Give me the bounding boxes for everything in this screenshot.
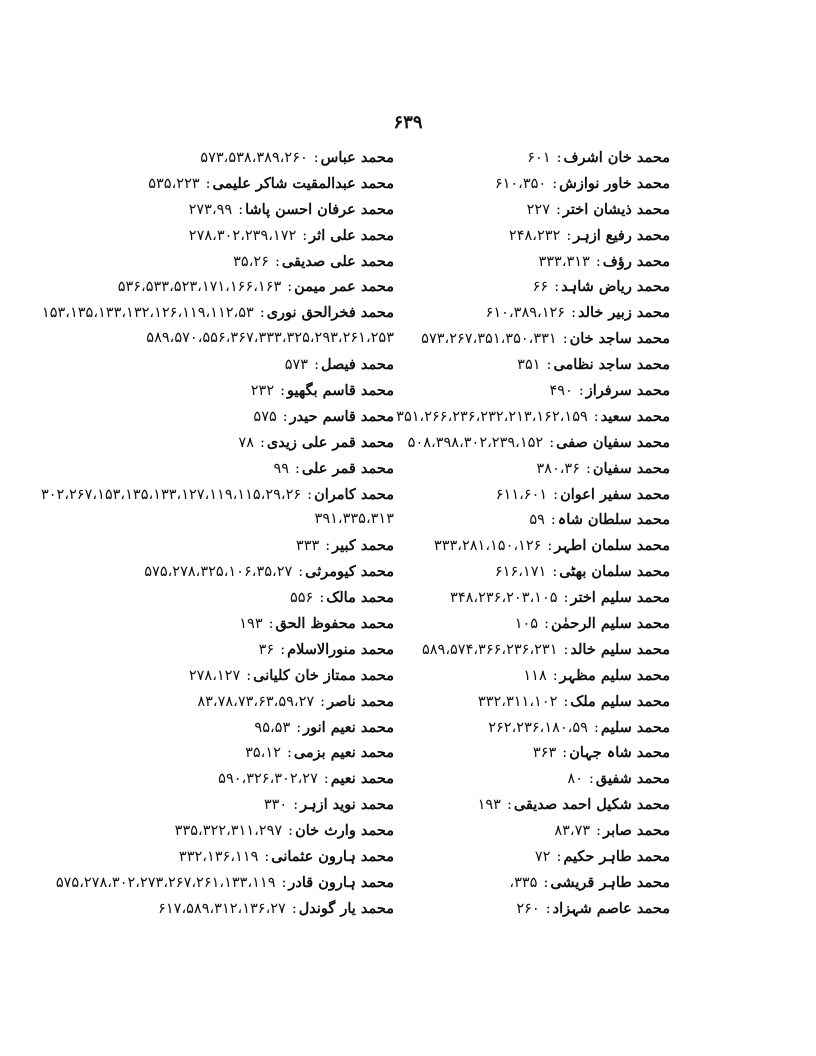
entry-name: محمد کبیر bbox=[332, 537, 394, 555]
entry-name: محمد شفیق bbox=[595, 770, 670, 788]
entry-separator: : bbox=[298, 564, 304, 581]
entry-pages: ۵۵۶ bbox=[289, 590, 314, 607]
entry-pages: ۳۸۰،۳۶ bbox=[536, 460, 580, 477]
entry-separator: : bbox=[588, 771, 594, 788]
entry-separator: : bbox=[282, 408, 288, 425]
entry-separator: : bbox=[320, 693, 326, 710]
entry-separator: : bbox=[288, 823, 294, 840]
entry-pages: ۳۴۸،۲۳۶،۲۰۳،۱۰۵ bbox=[450, 590, 558, 607]
index-entry bbox=[54, 456, 394, 482]
entry-separator: : bbox=[556, 150, 562, 166]
entry-separator: : bbox=[562, 745, 568, 762]
entry-pages: ۱۹۳ bbox=[239, 616, 263, 633]
entry-separator: : bbox=[552, 667, 558, 684]
entry-pages: ۲۷۳،۹۹ bbox=[188, 201, 233, 218]
entry-name: محمد رفیع ازہر bbox=[573, 226, 670, 244]
index-entry bbox=[41, 300, 394, 326]
entry-name: محمد فیصل bbox=[320, 356, 394, 374]
entry-pages: ۲۷۸،۳۰۲،۲۳۹،۱۷۲ bbox=[188, 227, 297, 244]
entry-pages: ۲۳۲ bbox=[250, 383, 275, 400]
index-entry bbox=[370, 378, 670, 404]
index-entry bbox=[54, 689, 394, 715]
entry-separator: : bbox=[554, 279, 560, 296]
entry-name: محمد سلیم الرحمٰن bbox=[550, 615, 670, 633]
entry-separator: : bbox=[578, 383, 584, 400]
index-entry bbox=[54, 533, 394, 559]
index-entry bbox=[54, 663, 394, 689]
entry-separator: : bbox=[552, 564, 558, 581]
entry-name: محمد عرفان احسن پاشا bbox=[245, 200, 394, 218]
entry-name: محمد وارث خان bbox=[295, 822, 394, 840]
entry-name: محمد ہارون قادر bbox=[288, 873, 394, 891]
entry-name: محمد محفوظ الحق bbox=[275, 615, 394, 633]
entry-separator: : bbox=[549, 434, 555, 451]
entry-separator: : bbox=[313, 150, 319, 166]
entry-name: محمد سلیم ملک bbox=[570, 692, 670, 710]
entry-separator: : bbox=[562, 331, 568, 348]
index-entry bbox=[370, 300, 670, 326]
index-entry bbox=[370, 766, 670, 792]
index-entry bbox=[54, 430, 394, 456]
entry-separator: : bbox=[323, 771, 329, 788]
entry-pages: ۵۰۸،۳۹۸،۳۰۲،۲۳۹،۱۵۲ bbox=[407, 434, 544, 451]
entry-separator: : bbox=[259, 305, 265, 322]
index-entry bbox=[370, 507, 670, 533]
entry-separator: : bbox=[281, 874, 287, 891]
entry-separator: : bbox=[563, 693, 569, 710]
index-entry bbox=[54, 844, 394, 870]
index-entry bbox=[370, 482, 670, 508]
entry-pages: ۶۱۰،۳۵۰ bbox=[494, 175, 547, 192]
entry-separator: : bbox=[593, 408, 599, 425]
entry-pages: ۳۳۳،۳۱۳ bbox=[538, 253, 590, 270]
entry-name: محمد عبدالمقیت شاکر علیمی bbox=[212, 174, 394, 192]
entry-pages: ۸۰ bbox=[567, 771, 583, 788]
entry-separator: : bbox=[563, 590, 569, 607]
index-entry bbox=[370, 274, 670, 300]
entry-pages: ۶۱۱،۶۰۱ bbox=[495, 486, 548, 503]
entry-pages: ۹۹ bbox=[273, 460, 290, 477]
entry-separator: : bbox=[293, 797, 299, 814]
index-entry bbox=[370, 171, 670, 197]
entry-separator: : bbox=[552, 175, 558, 192]
index-entry bbox=[54, 145, 394, 171]
entry-separator: : bbox=[543, 874, 549, 891]
index-entry bbox=[54, 870, 394, 896]
entry-name: محمد نوید ازہر bbox=[300, 796, 394, 814]
entry-name: محمد قاسم بگھیو bbox=[287, 382, 394, 400]
entry-name: محمد قمر علی bbox=[301, 459, 394, 477]
entry-separator: : bbox=[280, 383, 286, 400]
entry-name: محمد سلیم اختر bbox=[570, 589, 670, 607]
entry-pages: ۳۰۲،۲۶۷،۱۵۳،۱۳۵،۱۳۳،۱۲۷،۱۱۹،۱۱۵،۲۹،۲۶ bbox=[40, 486, 302, 503]
index-entry bbox=[370, 689, 670, 715]
entry-name: محمد ممتاز خان کلیانی bbox=[253, 666, 394, 684]
index-entry bbox=[370, 456, 670, 482]
index-column-left bbox=[40, 145, 394, 922]
entry-name: محمد رؤف bbox=[602, 252, 670, 270]
entry-separator: : bbox=[545, 900, 551, 917]
entry-pages: ۵۹ bbox=[529, 512, 545, 529]
index-entry bbox=[370, 792, 670, 818]
entry-separator: : bbox=[506, 797, 512, 814]
entry-pages: ۳۶۳ bbox=[532, 745, 557, 762]
entry-separator: : bbox=[314, 357, 319, 374]
entry-pages: ۲۶۰ bbox=[516, 900, 540, 917]
entry-name: محمد سلمان اطہر bbox=[554, 537, 670, 555]
index-entry bbox=[370, 559, 670, 585]
index-entry bbox=[370, 430, 670, 456]
entry-separator: : bbox=[596, 823, 602, 840]
index-column-right bbox=[370, 145, 670, 922]
entry-pages: ۳۳۳ bbox=[295, 538, 320, 555]
entry-pages: ۳۶ bbox=[258, 641, 275, 658]
entry-pages: ۳۳۲،۱۳۶،۱۱۹ bbox=[178, 849, 259, 866]
index-entry bbox=[370, 326, 670, 352]
entry-separator: : bbox=[547, 538, 553, 555]
entry-separator: : bbox=[556, 849, 562, 866]
entry-pages: ۲۷۸،۱۲۷ bbox=[188, 667, 241, 684]
entry-separator: : bbox=[307, 486, 313, 503]
entry-separator: : bbox=[586, 460, 591, 477]
entry-pages: ۱۰۵ bbox=[514, 616, 539, 633]
entry-separator: : bbox=[571, 305, 576, 322]
entry-pages: ۳۵۱ bbox=[517, 357, 541, 374]
index-entry bbox=[54, 792, 394, 818]
entry-name: محمد مالک bbox=[326, 589, 394, 607]
entry-name: محمد قمر علی زیدی bbox=[266, 433, 394, 451]
index-entry bbox=[54, 352, 394, 378]
entry-pages: ۵۹۰،۳۲۶،۳۰۲،۲۷ bbox=[218, 771, 318, 788]
entry-separator: : bbox=[259, 434, 265, 451]
entry-pages: ۶۱۶،۱۷۱ bbox=[494, 564, 547, 581]
entry-name: محمد ذیشان اختر bbox=[562, 200, 670, 218]
entry-separator: : bbox=[546, 357, 552, 374]
entry-pages: ۵۸۹،۵۷۴،۳۶۶،۲۳۶،۲۳۱ bbox=[421, 641, 558, 658]
index-entry bbox=[54, 715, 394, 741]
entry-pages: ۲۶۲،۲۳۶،۱۸۰،۵۹ bbox=[488, 719, 588, 736]
entry-name: محمد سلیم مظہر bbox=[559, 666, 670, 684]
entry-separator: : bbox=[238, 201, 244, 218]
entry-pages: ۳۵۱،۲۶۶،۲۳۶،۲۳۲،۲۱۳،۱۶۲،۱۵۹ bbox=[396, 408, 588, 425]
entry-name: محمد سلطان شاہ bbox=[557, 511, 670, 529]
entry-separator: : bbox=[593, 719, 599, 736]
entry-name: محمد نعیم bbox=[330, 770, 394, 788]
entry-name: محمد ہارون عثمانی bbox=[271, 848, 394, 866]
entry-name: محمد سرفراز bbox=[585, 382, 670, 400]
entry-pages: ۶۶ bbox=[532, 279, 549, 296]
entry-pages: ۵۷۳ bbox=[284, 357, 309, 374]
index-entry bbox=[370, 663, 670, 689]
entry-separator: : bbox=[563, 641, 569, 658]
entry-separator: : bbox=[556, 201, 561, 218]
index-entry bbox=[370, 533, 670, 559]
entry-separator: : bbox=[291, 900, 297, 917]
entry-pages: ۶۱۰،۳۸۹،۱۲۶ bbox=[485, 305, 566, 322]
entry-name: محمد سلمان بھٹی bbox=[559, 563, 670, 581]
entry-name: محمد سلیم bbox=[600, 718, 670, 736]
entry-pages: ۳۵،۱۲ bbox=[245, 745, 281, 762]
entry-pages: ۵۷۳،۵۳۸،۳۸۹،۲۶۰ bbox=[200, 150, 308, 166]
index-entry bbox=[54, 559, 394, 585]
index-entry bbox=[370, 870, 670, 896]
entry-name: محمد عباس bbox=[320, 149, 394, 166]
entry-name: محمد خاور نوازش bbox=[559, 174, 670, 192]
entry-pages: ۲۲۷ bbox=[526, 201, 551, 218]
entry-pages: ۸۳،۷۳ bbox=[554, 823, 591, 840]
entry-name: محمد کیومرثی bbox=[305, 563, 394, 581]
entry-pages: ۵۳۵،۲۲۳ bbox=[148, 175, 200, 192]
entry-pages: ۲۴۸،۲۳۲ bbox=[508, 227, 561, 244]
entry-name: محمد علی صدیقی bbox=[281, 252, 394, 270]
entry-pages: ۳۳۵،۳۲۲،۳۱۱،۲۹۷ bbox=[174, 823, 283, 840]
entry-separator: : bbox=[246, 667, 252, 684]
entry-name: محمد فخرالحق نوری bbox=[266, 304, 394, 322]
index-entry bbox=[54, 171, 394, 197]
page-number: ۶۳۹ bbox=[393, 112, 423, 133]
entry-separator: : bbox=[553, 486, 559, 503]
entry-pages: ۷۸ bbox=[238, 434, 254, 451]
index-entry bbox=[54, 326, 394, 352]
entry-pages: ۳۵،۲۶ bbox=[233, 253, 269, 270]
entry-pages: ۶۱۷،۵۸۹،۳۱۲،۱۳۶،۲۷ bbox=[158, 900, 286, 917]
index-entry bbox=[54, 249, 394, 275]
index-entry bbox=[370, 637, 670, 663]
index-entry bbox=[370, 585, 670, 611]
index-entry bbox=[54, 274, 394, 300]
entry-pages: ۵۸۹،۵۷۰،۵۵۶،۳۶۷،۳۳۳،۳۲۵،۲۹۳،۲۶۱،۲۵۳ bbox=[146, 330, 394, 347]
index-entry bbox=[54, 223, 394, 249]
entry-name: محمد یار گوندل bbox=[298, 899, 394, 917]
entry-pages: ۳۳۳،۲۸۱،۱۵۰،۱۲۶ bbox=[433, 538, 542, 555]
index-entry bbox=[370, 818, 670, 844]
index-entry bbox=[370, 197, 670, 223]
index-entry bbox=[370, 145, 670, 171]
entry-name: محمد ساجد خان bbox=[569, 330, 670, 348]
entry-separator: : bbox=[595, 253, 601, 270]
index-entry bbox=[370, 896, 670, 922]
entry-name: محمد سعید bbox=[600, 407, 670, 425]
entry-separator: : bbox=[205, 175, 211, 192]
entry-name: محمد طاہر حکیم bbox=[563, 848, 670, 866]
index-entry bbox=[54, 585, 394, 611]
entry-name: محمد شاہ جہان bbox=[569, 744, 670, 762]
index-entry bbox=[54, 740, 394, 766]
index-entry bbox=[54, 404, 394, 430]
index-entry bbox=[54, 818, 394, 844]
entry-name: محمد طاہر قریشی bbox=[550, 873, 670, 891]
entry-name: محمد علی اثر bbox=[309, 226, 394, 244]
index-entry bbox=[370, 404, 670, 430]
index-entry bbox=[54, 611, 394, 637]
entry-separator: : bbox=[325, 538, 331, 555]
entry-name: محمد ناصر bbox=[327, 692, 394, 710]
entry-name: محمد سفیر اعوان bbox=[560, 485, 670, 503]
entry-separator: : bbox=[268, 616, 274, 633]
index-entry bbox=[370, 611, 670, 637]
entry-name: محمد زبیر خالد bbox=[577, 304, 670, 322]
index-entry bbox=[370, 844, 670, 870]
index-entry bbox=[40, 482, 394, 508]
index-entry bbox=[54, 637, 394, 663]
entry-pages: ۹۵،۵۳ bbox=[254, 719, 291, 736]
index-entry bbox=[370, 352, 670, 378]
entry-name: محمد سفیان bbox=[592, 459, 670, 477]
entry-pages: ۵۷۵ bbox=[253, 408, 277, 425]
entry-name: محمد خان اشرف bbox=[563, 149, 670, 166]
entry-pages: ۱۱۸ bbox=[523, 667, 547, 684]
entry-pages: ۳۳۰ bbox=[263, 797, 288, 814]
entry-name: محمد صابر bbox=[603, 822, 670, 840]
entry-name: محمد عمر میمن bbox=[294, 278, 394, 296]
index-entry bbox=[370, 249, 670, 275]
entry-separator: : bbox=[264, 849, 270, 866]
entry-name: محمد کامران bbox=[314, 485, 394, 503]
entry-pages: ۵۳۶،۵۳۳،۵۲۳،۱۷۱،۱۶۶،۱۶۳ bbox=[117, 279, 282, 296]
entry-pages: ۸۳،۷۸،۷۳،۶۳،۵۹،۲۷ bbox=[197, 693, 315, 710]
entry-name: محمد نعیم انور bbox=[303, 718, 394, 736]
entry-name: محمد شکیل احمد صدیقی bbox=[513, 796, 670, 814]
entry-separator: : bbox=[287, 279, 293, 296]
entry-name: محمد ساجد نظامی bbox=[553, 356, 670, 374]
entry-pages: ۱۹۳ bbox=[477, 797, 501, 814]
entry-separator: : bbox=[550, 512, 556, 529]
entry-name: محمد منورالاسلام bbox=[287, 640, 394, 658]
entry-name: محمد نعیم بزمی bbox=[293, 744, 394, 762]
index-entry bbox=[54, 766, 394, 792]
entry-pages: ۴۹۰ bbox=[549, 383, 573, 400]
index-entry bbox=[370, 223, 670, 249]
entry-pages: ۳۳۲،۳۱۱،۱۰۲ bbox=[477, 693, 558, 710]
entry-name: محمد سلیم خالد bbox=[570, 640, 670, 658]
entry-separator: : bbox=[296, 719, 302, 736]
entry-separator: : bbox=[566, 227, 572, 244]
entry-pages: ۵۷۵،۲۷۸،۳۲۵،۱۰۶،۳۵،۲۷ bbox=[144, 564, 293, 581]
entry-name: محمد سفیان صفی bbox=[556, 433, 670, 451]
entry-name: محمد ریاض شاہد bbox=[561, 278, 670, 296]
entry-separator: : bbox=[295, 460, 300, 477]
entry-name: محمد عاصم شہزاد bbox=[552, 899, 670, 917]
entry-pages: ۵۷۵،۲۷۸،۳۰۲،۲۷۳،۲۶۷،۲۶۱،۱۳۳،۱۱۹ bbox=[55, 874, 276, 891]
index-entry bbox=[370, 740, 670, 766]
entry-separator: : bbox=[274, 253, 280, 270]
index-entry bbox=[54, 507, 394, 533]
entry-separator: : bbox=[319, 590, 325, 607]
entry-pages: ۳۳۵، bbox=[509, 874, 538, 891]
entry-pages: ۱۵۳،۱۳۵،۱۳۳،۱۳۲،۱۲۶،۱۱۹،۱۱۲،۵۳ bbox=[41, 305, 254, 322]
entry-separator: : bbox=[286, 745, 292, 762]
entry-separator: : bbox=[544, 616, 549, 633]
entry-pages: ۳۹۱،۳۳۵،۳۱۳ bbox=[314, 511, 394, 528]
index-entry bbox=[54, 896, 394, 922]
index-entry bbox=[54, 197, 394, 223]
entry-separator: : bbox=[302, 227, 308, 244]
index-entry bbox=[54, 378, 394, 404]
entry-pages: ۶۰۱ bbox=[527, 150, 551, 166]
index-entry bbox=[370, 715, 670, 741]
entry-separator: : bbox=[280, 641, 286, 658]
entry-pages: ۵۷۳،۲۶۷،۳۵۱،۳۵۰،۳۳۱ bbox=[421, 331, 557, 348]
entry-pages: ۷۲ bbox=[534, 849, 551, 866]
entry-name: محمد قاسم حیدر bbox=[289, 407, 394, 425]
